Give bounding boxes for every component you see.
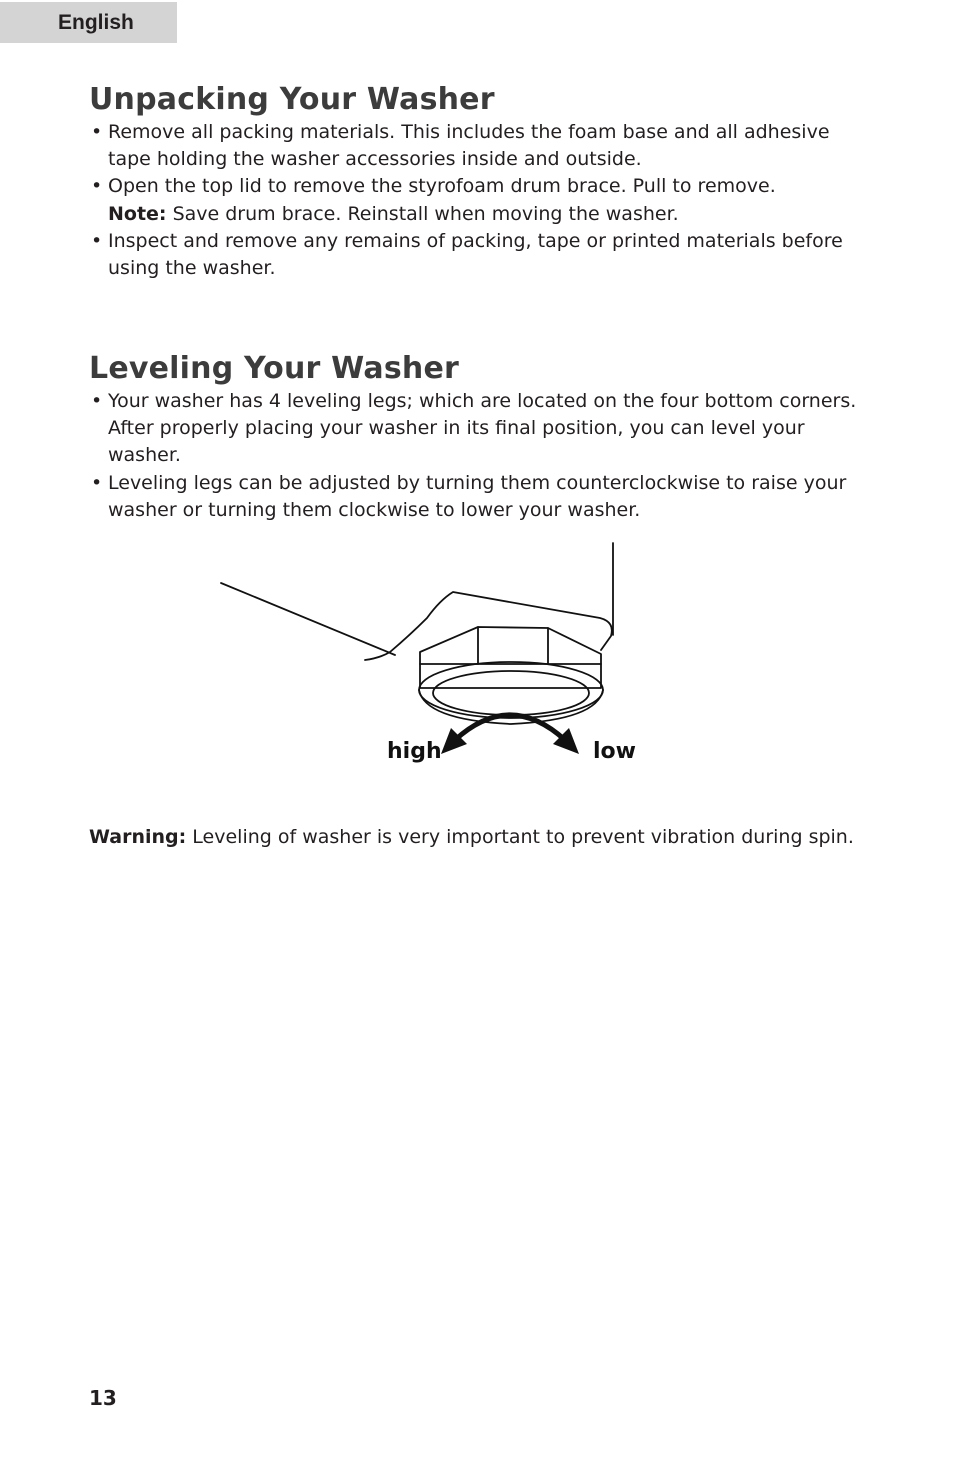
unpacking-title: Unpacking Your Washer bbox=[89, 82, 495, 117]
unpacking-bullet-2-text: Open the top lid to remove the styrofoam drum brace. Pull to remove. bbox=[108, 175, 776, 198]
leveling-bullet-list bbox=[89, 388, 869, 524]
unpacking-bullet-list bbox=[89, 119, 869, 282]
unpacking-bullet-1-text: Remove all packing materials. This includes the foam base and all adhesive tape holding the washer accessories inside and outside. bbox=[108, 121, 830, 171]
leveling-bullet-1 bbox=[89, 388, 869, 470]
foot-base bbox=[419, 690, 603, 724]
washer-body-left-edge bbox=[221, 583, 395, 655]
unpacking-bullet-2 bbox=[89, 173, 869, 227]
note-line bbox=[108, 201, 869, 228]
leveling-bullet-1-text: Your washer has 4 leveling legs; which are located on the four bottom corners. After properly placing your washer in its final position, you can level your washer. bbox=[108, 390, 857, 467]
high-label: high bbox=[387, 739, 442, 764]
unpacking-bullet-1 bbox=[89, 119, 869, 173]
foot-inner-ellipse bbox=[433, 671, 589, 715]
leveling-bullet-2-text: Leveling legs can be adjusted by turning them counterclockwise to raise your washer or turning them clockwise to lower your washer. bbox=[108, 471, 847, 521]
warning-line bbox=[89, 824, 909, 851]
warning-label: Warning: bbox=[89, 826, 187, 848]
washer-body-corner bbox=[365, 592, 612, 660]
leveling-title: Leveling Your Washer bbox=[89, 351, 460, 386]
unpacking-bullet-3 bbox=[89, 228, 869, 282]
leveling-leg-illustration bbox=[205, 540, 645, 780]
hex-nut bbox=[420, 627, 601, 688]
language-tab: English bbox=[0, 2, 177, 43]
low-label: low bbox=[593, 739, 636, 764]
note-text: Save drum brace. Reinstall when moving the washer. bbox=[166, 202, 679, 225]
unpacking-bullet-3-text: Inspect and remove any remains of packing, tape or printed materials before using the washer. bbox=[108, 229, 843, 280]
page-number: 13 bbox=[89, 1386, 117, 1410]
warning-text: Leveling of washer is very important to prevent vibration during spin. bbox=[186, 826, 854, 848]
leveling-bullet-2 bbox=[89, 470, 869, 524]
leveling-leg-drawing bbox=[205, 540, 645, 780]
note-label: Note: bbox=[108, 202, 167, 225]
